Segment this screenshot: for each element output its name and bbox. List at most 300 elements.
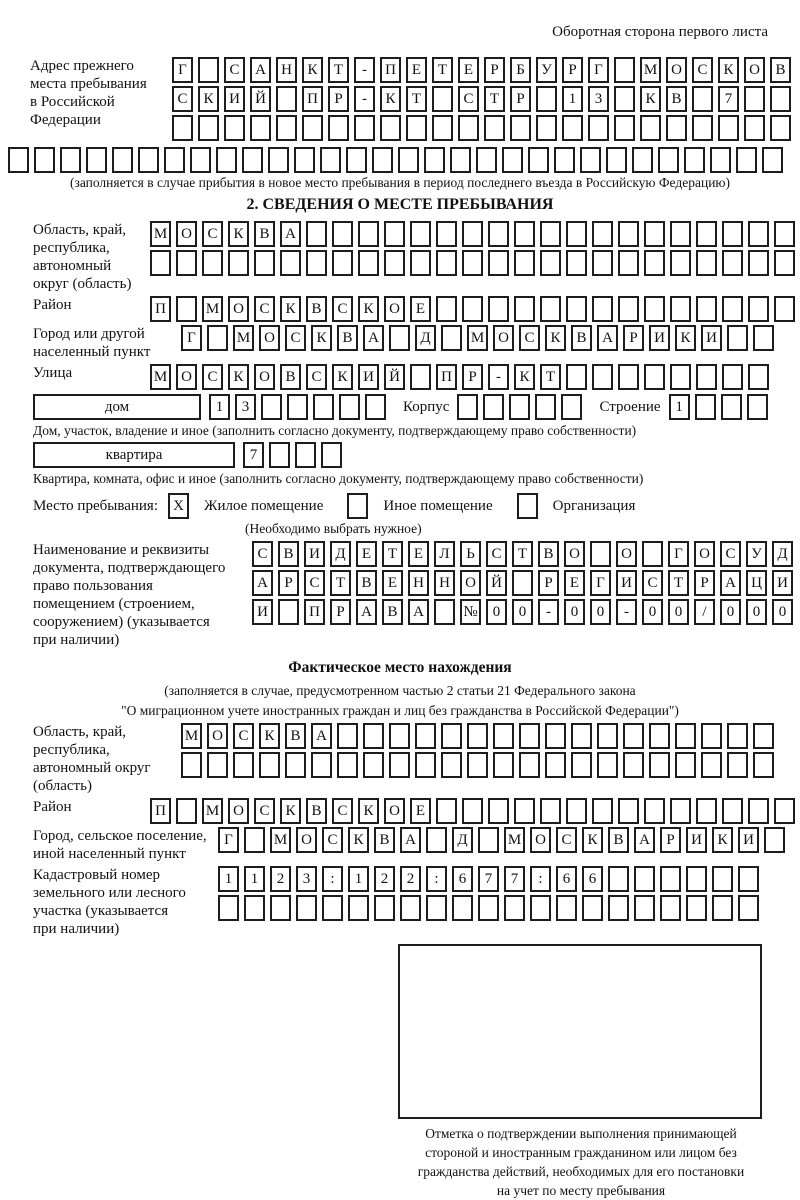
char-cell[interactable] xyxy=(592,296,613,322)
char-cell[interactable] xyxy=(623,723,644,749)
char-cell[interactable]: К xyxy=(311,325,332,351)
char-cell[interactable]: Д xyxy=(452,827,473,853)
char-cell[interactable] xyxy=(722,364,743,390)
char-cell[interactable]: И xyxy=(616,570,637,596)
char-cell[interactable] xyxy=(441,723,462,749)
char-cell[interactable] xyxy=(566,364,587,390)
char-cell[interactable] xyxy=(358,250,379,276)
char-cell[interactable] xyxy=(406,115,427,141)
actual-district-row[interactable] xyxy=(150,798,800,824)
char-cell[interactable]: С xyxy=(458,86,479,112)
char-cell[interactable] xyxy=(644,364,665,390)
char-cell[interactable]: В xyxy=(306,296,327,322)
char-cell[interactable]: : xyxy=(530,866,551,892)
char-cell[interactable] xyxy=(233,752,254,778)
char-cell[interactable]: А xyxy=(252,570,273,596)
char-cell[interactable]: Е xyxy=(564,570,585,596)
char-cell[interactable] xyxy=(198,57,219,83)
char-cell[interactable] xyxy=(675,752,696,778)
char-cell[interactable]: Е xyxy=(410,296,431,322)
char-cell[interactable] xyxy=(566,250,587,276)
char-cell[interactable] xyxy=(530,895,551,921)
char-cell[interactable] xyxy=(727,723,748,749)
char-cell[interactable] xyxy=(8,147,29,173)
char-cell[interactable] xyxy=(644,296,665,322)
char-cell[interactable]: Й xyxy=(486,570,507,596)
char-cell[interactable] xyxy=(536,115,557,141)
char-cell[interactable]: О xyxy=(254,364,275,390)
char-cell[interactable] xyxy=(618,250,639,276)
char-cell[interactable] xyxy=(467,723,488,749)
char-cell[interactable]: О xyxy=(694,541,715,567)
char-cell[interactable]: 6 xyxy=(452,866,473,892)
prev-address-row-3[interactable] xyxy=(172,115,796,141)
char-cell[interactable]: С xyxy=(252,541,273,567)
char-cell[interactable]: О xyxy=(176,364,197,390)
char-cell[interactable] xyxy=(176,250,197,276)
char-cell[interactable]: В xyxy=(608,827,629,853)
char-cell[interactable] xyxy=(510,115,531,141)
char-cell[interactable]: Р xyxy=(562,57,583,83)
char-cell[interactable] xyxy=(332,250,353,276)
char-cell[interactable]: Д xyxy=(415,325,436,351)
region-row-1[interactable] xyxy=(150,221,800,247)
char-cell[interactable] xyxy=(753,325,774,351)
char-cell[interactable]: С xyxy=(202,364,223,390)
char-cell[interactable] xyxy=(545,723,566,749)
char-cell[interactable]: В xyxy=(254,221,275,247)
street-row[interactable] xyxy=(150,364,774,390)
char-cell[interactable] xyxy=(561,394,582,420)
char-cell[interactable]: В xyxy=(374,827,395,853)
char-cell[interactable]: Ц xyxy=(746,570,767,596)
house-number-cells[interactable] xyxy=(209,394,391,420)
char-cell[interactable] xyxy=(774,250,795,276)
char-cell[interactable] xyxy=(744,115,765,141)
char-cell[interactable]: Р xyxy=(694,570,715,596)
char-cell[interactable] xyxy=(172,115,193,141)
char-cell[interactable] xyxy=(478,895,499,921)
char-cell[interactable] xyxy=(410,221,431,247)
char-cell[interactable]: С xyxy=(332,798,353,824)
char-cell[interactable]: 1 xyxy=(218,866,239,892)
char-cell[interactable] xyxy=(365,394,386,420)
char-cell[interactable] xyxy=(488,250,509,276)
char-cell[interactable] xyxy=(748,296,769,322)
char-cell[interactable] xyxy=(658,147,679,173)
char-cell[interactable] xyxy=(306,221,327,247)
char-cell[interactable] xyxy=(686,895,707,921)
char-cell[interactable]: : xyxy=(426,866,447,892)
char-cell[interactable]: Ь xyxy=(460,541,481,567)
char-cell[interactable] xyxy=(415,752,436,778)
char-cell[interactable]: К xyxy=(228,364,249,390)
char-cell[interactable]: О xyxy=(207,723,228,749)
char-cell[interactable]: Й xyxy=(384,364,405,390)
char-cell[interactable] xyxy=(764,827,785,853)
char-cell[interactable]: Й xyxy=(250,86,271,112)
char-cell[interactable] xyxy=(675,723,696,749)
char-cell[interactable] xyxy=(458,115,479,141)
char-cell[interactable]: У xyxy=(746,541,767,567)
char-cell[interactable] xyxy=(670,364,691,390)
char-cell[interactable]: С xyxy=(306,364,327,390)
char-cell[interactable] xyxy=(112,147,133,173)
char-cell[interactable] xyxy=(644,250,665,276)
actual-city-row[interactable] xyxy=(218,827,790,853)
char-cell[interactable] xyxy=(748,364,769,390)
char-cell[interactable] xyxy=(320,147,341,173)
char-cell[interactable]: М xyxy=(504,827,525,853)
char-cell[interactable]: В xyxy=(285,723,306,749)
char-cell[interactable] xyxy=(774,798,795,824)
stay-checkbox-residential[interactable] xyxy=(168,493,194,519)
char-cell[interactable]: П xyxy=(150,296,171,322)
char-cell[interactable] xyxy=(306,250,327,276)
char-cell[interactable]: К xyxy=(545,325,566,351)
char-cell[interactable]: А xyxy=(408,599,429,625)
char-cell[interactable] xyxy=(207,752,228,778)
apartment-box[interactable]: квартира xyxy=(33,442,235,468)
char-cell[interactable]: 3 xyxy=(296,866,317,892)
char-cell[interactable] xyxy=(747,394,768,420)
char-cell[interactable] xyxy=(398,147,419,173)
char-cell[interactable] xyxy=(337,723,358,749)
char-cell[interactable] xyxy=(540,221,561,247)
char-cell[interactable] xyxy=(722,798,743,824)
char-cell[interactable] xyxy=(608,895,629,921)
char-cell[interactable] xyxy=(389,752,410,778)
char-cell[interactable]: В xyxy=(356,570,377,596)
char-cell[interactable] xyxy=(164,147,185,173)
char-cell[interactable]: К xyxy=(280,296,301,322)
char-cell[interactable]: М xyxy=(202,798,223,824)
char-cell[interactable] xyxy=(722,221,743,247)
char-cell[interactable]: Н xyxy=(408,570,429,596)
char-cell[interactable] xyxy=(467,752,488,778)
char-cell[interactable]: П xyxy=(150,798,171,824)
char-cell[interactable] xyxy=(389,325,410,351)
char-cell[interactable]: 6 xyxy=(582,866,603,892)
char-cell[interactable] xyxy=(696,250,717,276)
char-cell[interactable] xyxy=(748,250,769,276)
char-cell[interactable]: К xyxy=(675,325,696,351)
char-cell[interactable]: В xyxy=(337,325,358,351)
char-cell[interactable] xyxy=(718,115,739,141)
char-cell[interactable]: М xyxy=(233,325,254,351)
char-cell[interactable] xyxy=(176,798,197,824)
city-row[interactable] xyxy=(181,325,779,351)
char-cell[interactable]: С xyxy=(556,827,577,853)
char-cell[interactable] xyxy=(86,147,107,173)
char-cell[interactable] xyxy=(384,250,405,276)
char-cell[interactable]: - xyxy=(616,599,637,625)
char-cell[interactable] xyxy=(696,364,717,390)
char-cell[interactable]: Р xyxy=(328,86,349,112)
apartment-cells[interactable] xyxy=(243,442,347,468)
char-cell[interactable] xyxy=(450,147,471,173)
char-cell[interactable]: Т xyxy=(382,541,403,567)
char-cell[interactable] xyxy=(202,250,223,276)
char-cell[interactable] xyxy=(424,147,445,173)
char-cell[interactable]: Р xyxy=(538,570,559,596)
char-cell[interactable] xyxy=(514,296,535,322)
char-cell[interactable] xyxy=(332,221,353,247)
char-cell[interactable] xyxy=(519,723,540,749)
char-cell[interactable]: 2 xyxy=(270,866,291,892)
char-cell[interactable] xyxy=(436,250,457,276)
char-cell[interactable] xyxy=(254,250,275,276)
cadastral-row-1[interactable] xyxy=(218,866,764,892)
char-cell[interactable] xyxy=(753,752,774,778)
char-cell[interactable]: 0 xyxy=(564,599,585,625)
char-cell[interactable]: Т xyxy=(484,86,505,112)
char-cell[interactable] xyxy=(744,86,765,112)
char-cell[interactable] xyxy=(562,115,583,141)
char-cell[interactable] xyxy=(644,798,665,824)
char-cell[interactable]: 7 xyxy=(243,442,264,468)
char-cell[interactable]: С xyxy=(720,541,741,567)
char-cell[interactable]: К xyxy=(228,221,249,247)
char-cell[interactable]: О xyxy=(493,325,514,351)
char-cell[interactable]: Т xyxy=(432,57,453,83)
char-cell[interactable] xyxy=(372,147,393,173)
char-cell[interactable]: Р xyxy=(510,86,531,112)
char-cell[interactable]: О xyxy=(228,296,249,322)
char-cell[interactable]: А xyxy=(356,599,377,625)
char-cell[interactable] xyxy=(295,442,316,468)
char-cell[interactable]: М xyxy=(150,221,171,247)
checkbox-cell[interactable]: X xyxy=(168,493,189,519)
char-cell[interactable] xyxy=(670,296,691,322)
char-cell[interactable] xyxy=(436,296,457,322)
char-cell[interactable] xyxy=(738,866,759,892)
char-cell[interactable] xyxy=(441,752,462,778)
char-cell[interactable] xyxy=(618,364,639,390)
char-cell[interactable] xyxy=(736,147,757,173)
char-cell[interactable] xyxy=(722,296,743,322)
char-cell[interactable] xyxy=(597,752,618,778)
char-cell[interactable] xyxy=(519,752,540,778)
char-cell[interactable]: В xyxy=(538,541,559,567)
char-cell[interactable] xyxy=(380,115,401,141)
char-cell[interactable] xyxy=(270,895,291,921)
char-cell[interactable]: А xyxy=(250,57,271,83)
char-cell[interactable] xyxy=(535,394,556,420)
char-cell[interactable]: С xyxy=(224,57,245,83)
char-cell[interactable]: / xyxy=(694,599,715,625)
char-cell[interactable] xyxy=(660,866,681,892)
char-cell[interactable]: Л xyxy=(434,541,455,567)
char-cell[interactable] xyxy=(695,394,716,420)
char-cell[interactable] xyxy=(686,866,707,892)
char-cell[interactable]: 0 xyxy=(772,599,793,625)
char-cell[interactable] xyxy=(512,570,533,596)
char-cell[interactable] xyxy=(244,827,265,853)
char-cell[interactable]: М xyxy=(202,296,223,322)
char-cell[interactable] xyxy=(649,752,670,778)
char-cell[interactable] xyxy=(268,147,289,173)
char-cell[interactable]: С xyxy=(519,325,540,351)
prev-address-row-4[interactable] xyxy=(8,147,800,173)
char-cell[interactable] xyxy=(462,221,483,247)
char-cell[interactable] xyxy=(462,798,483,824)
char-cell[interactable] xyxy=(597,723,618,749)
char-cell[interactable]: А xyxy=(363,325,384,351)
char-cell[interactable] xyxy=(634,866,655,892)
char-cell[interactable] xyxy=(207,325,228,351)
char-cell[interactable]: О xyxy=(460,570,481,596)
char-cell[interactable] xyxy=(618,296,639,322)
char-cell[interactable] xyxy=(488,221,509,247)
char-cell[interactable] xyxy=(536,86,557,112)
char-cell[interactable] xyxy=(571,752,592,778)
char-cell[interactable] xyxy=(566,221,587,247)
char-cell[interactable]: С xyxy=(692,57,713,83)
char-cell[interactable] xyxy=(582,895,603,921)
char-cell[interactable]: К xyxy=(358,798,379,824)
char-cell[interactable]: О xyxy=(296,827,317,853)
char-cell[interactable]: А xyxy=(720,570,741,596)
char-cell[interactable]: П xyxy=(380,57,401,83)
char-cell[interactable]: В xyxy=(306,798,327,824)
char-cell[interactable]: П xyxy=(302,86,323,112)
korpus-cells[interactable] xyxy=(457,394,587,420)
char-cell[interactable]: Е xyxy=(406,57,427,83)
char-cell[interactable]: К xyxy=(280,798,301,824)
document-row-3[interactable] xyxy=(252,599,798,625)
char-cell[interactable] xyxy=(415,723,436,749)
char-cell[interactable] xyxy=(592,250,613,276)
char-cell[interactable] xyxy=(762,147,783,173)
char-cell[interactable] xyxy=(770,115,791,141)
char-cell[interactable] xyxy=(666,115,687,141)
char-cell[interactable]: С xyxy=(322,827,343,853)
char-cell[interactable] xyxy=(181,752,202,778)
char-cell[interactable] xyxy=(642,541,663,567)
char-cell[interactable] xyxy=(623,752,644,778)
char-cell[interactable]: Г xyxy=(172,57,193,83)
char-cell[interactable]: 0 xyxy=(590,599,611,625)
char-cell[interactable] xyxy=(269,442,290,468)
char-cell[interactable] xyxy=(259,752,280,778)
char-cell[interactable]: К xyxy=(358,296,379,322)
char-cell[interactable]: В xyxy=(382,599,403,625)
char-cell[interactable] xyxy=(634,895,655,921)
char-cell[interactable]: А xyxy=(280,221,301,247)
char-cell[interactable]: М xyxy=(640,57,661,83)
char-cell[interactable]: 6 xyxy=(556,866,577,892)
char-cell[interactable] xyxy=(514,798,535,824)
char-cell[interactable]: А xyxy=(311,723,332,749)
char-cell[interactable]: У xyxy=(536,57,557,83)
char-cell[interactable]: М xyxy=(467,325,488,351)
char-cell[interactable]: Е xyxy=(408,541,429,567)
char-cell[interactable]: А xyxy=(597,325,618,351)
char-cell[interactable]: О xyxy=(176,221,197,247)
char-cell[interactable]: Д xyxy=(330,541,351,567)
char-cell[interactable]: М xyxy=(181,723,202,749)
char-cell[interactable]: К xyxy=(380,86,401,112)
char-cell[interactable] xyxy=(540,798,561,824)
char-cell[interactable] xyxy=(556,895,577,921)
stay-checkbox-other[interactable] xyxy=(347,493,373,519)
char-cell[interactable]: С xyxy=(304,570,325,596)
char-cell[interactable] xyxy=(484,115,505,141)
char-cell[interactable]: К xyxy=(198,86,219,112)
char-cell[interactable]: Е xyxy=(356,541,377,567)
char-cell[interactable]: Т xyxy=(668,570,689,596)
char-cell[interactable]: 1 xyxy=(348,866,369,892)
district-row[interactable] xyxy=(150,296,800,322)
char-cell[interactable] xyxy=(276,86,297,112)
char-cell[interactable] xyxy=(60,147,81,173)
char-cell[interactable] xyxy=(150,250,171,276)
char-cell[interactable] xyxy=(198,115,219,141)
char-cell[interactable]: Р xyxy=(623,325,644,351)
char-cell[interactable]: Р xyxy=(330,599,351,625)
char-cell[interactable]: Т xyxy=(540,364,561,390)
stroenie-cells[interactable] xyxy=(669,394,773,420)
char-cell[interactable]: В xyxy=(770,57,791,83)
char-cell[interactable] xyxy=(614,57,635,83)
char-cell[interactable] xyxy=(476,147,497,173)
char-cell[interactable]: 2 xyxy=(400,866,421,892)
char-cell[interactable]: И xyxy=(772,570,793,596)
char-cell[interactable] xyxy=(363,723,384,749)
char-cell[interactable]: К xyxy=(259,723,280,749)
char-cell[interactable]: 1 xyxy=(562,86,583,112)
char-cell[interactable]: 2 xyxy=(374,866,395,892)
char-cell[interactable]: - xyxy=(538,599,559,625)
char-cell[interactable] xyxy=(483,394,504,420)
char-cell[interactable]: - xyxy=(488,364,509,390)
char-cell[interactable]: К xyxy=(712,827,733,853)
char-cell[interactable] xyxy=(670,250,691,276)
char-cell[interactable]: О xyxy=(744,57,765,83)
char-cell[interactable] xyxy=(322,895,343,921)
char-cell[interactable] xyxy=(434,599,455,625)
char-cell[interactable]: С xyxy=(254,296,275,322)
char-cell[interactable] xyxy=(242,147,263,173)
char-cell[interactable]: Т xyxy=(512,541,533,567)
char-cell[interactable] xyxy=(721,394,742,420)
char-cell[interactable] xyxy=(176,296,197,322)
char-cell[interactable] xyxy=(670,221,691,247)
char-cell[interactable]: № xyxy=(460,599,481,625)
char-cell[interactable] xyxy=(504,895,525,921)
char-cell[interactable]: Г xyxy=(588,57,609,83)
char-cell[interactable] xyxy=(540,250,561,276)
char-cell[interactable] xyxy=(701,752,722,778)
char-cell[interactable] xyxy=(452,895,473,921)
char-cell[interactable]: С xyxy=(332,296,353,322)
char-cell[interactable] xyxy=(592,221,613,247)
char-cell[interactable]: И xyxy=(304,541,325,567)
char-cell[interactable]: С xyxy=(233,723,254,749)
char-cell[interactable] xyxy=(436,221,457,247)
char-cell[interactable] xyxy=(354,115,375,141)
char-cell[interactable]: О xyxy=(259,325,280,351)
char-cell[interactable] xyxy=(294,147,315,173)
region-row-2[interactable] xyxy=(150,250,800,276)
char-cell[interactable] xyxy=(346,147,367,173)
char-cell[interactable]: В xyxy=(666,86,687,112)
char-cell[interactable]: С xyxy=(285,325,306,351)
char-cell[interactable] xyxy=(244,895,265,921)
char-cell[interactable] xyxy=(328,115,349,141)
char-cell[interactable]: Т xyxy=(406,86,427,112)
